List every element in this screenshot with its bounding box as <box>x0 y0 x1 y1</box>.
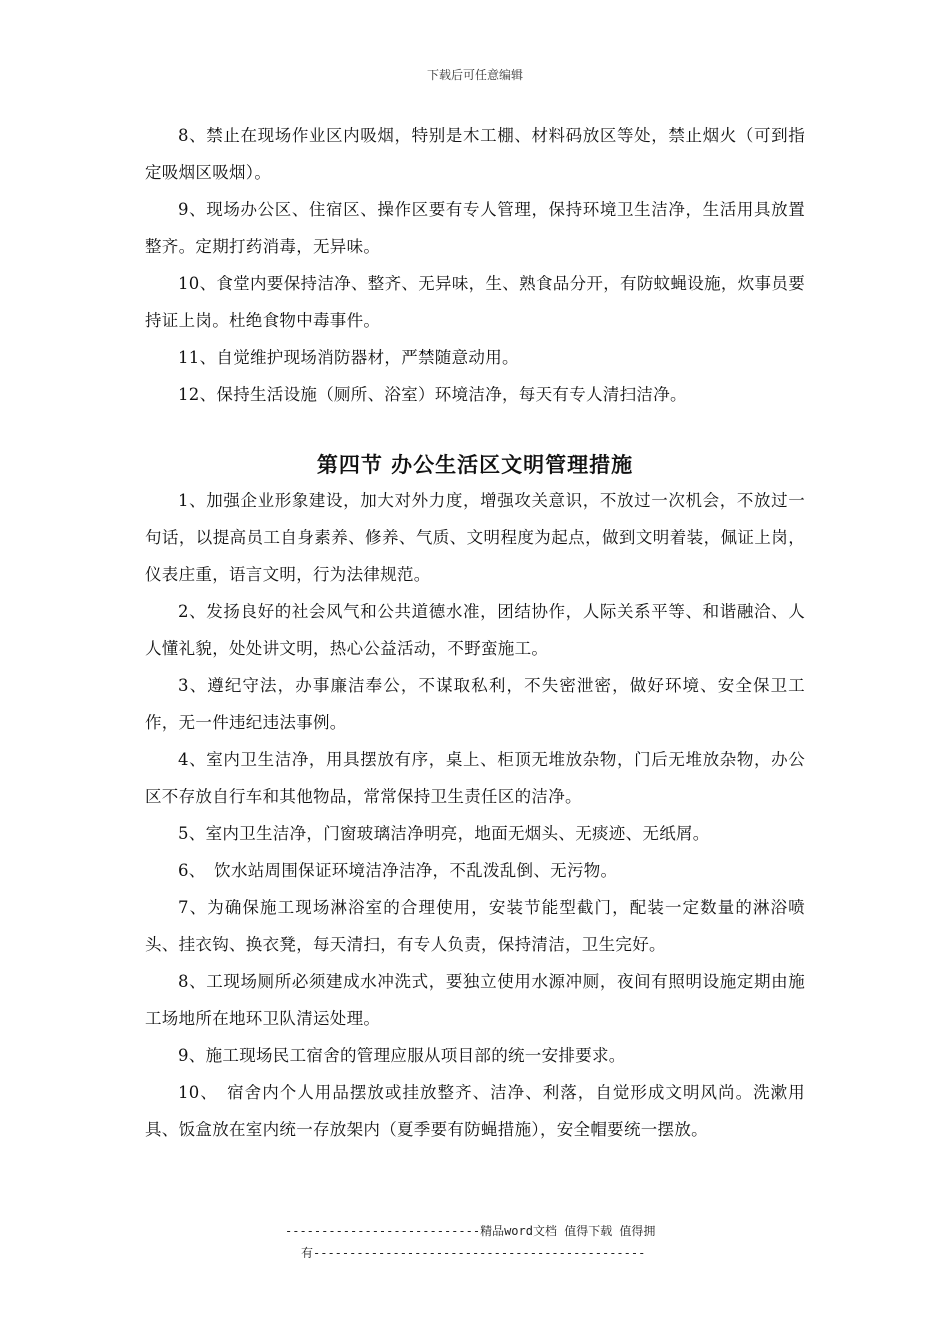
rule-paragraph: 12、保持生活设施（厕所、浴室）环境洁净，每天有专人清扫洁净。 <box>178 385 687 404</box>
rule-paragraph: 10、食堂内要保持洁净、整齐、无异味，生、熟食品分开，有防蚊蝇设施，炊事员要持证上岗。杜绝食物中毒事件。 <box>145 274 805 330</box>
measure-paragraph: 5、室内卫生洁净，门窗玻璃洁净明亮，地面无烟头、无痰迹、无纸屑。 <box>178 824 710 843</box>
footer-note <box>285 1220 715 1264</box>
rule-paragraph: 11、自觉维护现场消防器材，严禁随意动用。 <box>178 348 519 367</box>
rule-paragraph: 8、禁止在现场作业区内吸烟，特别是木工棚、材料码放区等处，禁止烟火（可到指定吸烟区吸烟）。 <box>145 126 805 182</box>
measure-paragraph: 9、施工现场民工宿舍的管理应服从项目部的统一安排要求。 <box>178 1046 626 1065</box>
section-heading: 第四节 办公生活区文明管理措施 <box>316 453 634 477</box>
measure-paragraph: 2、发扬良好的社会风气和公共道德水准，团结协作，人际关系平等、和谐融洽、人人懂礼貌，处处讲文明，热心公益活动，不野蛮施工。 <box>145 602 805 658</box>
footer-line-2: 有---------------------------------------------- <box>301 1246 646 1260</box>
measure-paragraph: 7、为确保施工现场淋浴室的合理使用，安装节能型截门，配装一定数量的淋浴喷头、挂衣钩、换衣凳，每天清扫，有专人负责，保持清洁，卫生完好。 <box>145 898 805 954</box>
measure-paragraph: 3、遵纪守法，办事廉洁奉公，不谋取私利，不失密泄密，做好环境、安全保卫工作，无一件违纪违法事例。 <box>145 676 805 732</box>
measure-paragraph: 1、加强企业形象建设，加大对外力度，增强攻关意识，不放过一次机会，不放过一句话，以提高员工自身素养、修养、气质、文明程度为起点，做到文明着装，佩证上岗，仪表庄重，语言文明，行为法律规范。 <box>145 491 805 584</box>
measure-paragraph: 4、室内卫生洁净，用具摆放有序，桌上、柜顶无堆放杂物，门后无堆放杂物，办公区不存放自行车和其他物品，常常保持卫生责任区的洁净。 <box>145 750 805 806</box>
measure-paragraph: 6、 饮水站周围保证环境洁净洁净，不乱泼乱倒、无污物。 <box>178 861 618 880</box>
rule-paragraph: 9、现场办公区、住宿区、操作区要有专人管理，保持环境卫生洁净，生活用具放置整齐。定期打药消毒，无异味。 <box>145 200 805 256</box>
footer-line-1: ---------------------------精品word文档 值得下载 值得拥 <box>285 1224 656 1238</box>
section-rules-list <box>145 117 805 413</box>
measure-paragraph: 10、 宿舍内个人用品摆放或挂放整齐、洁净、利落，自觉形成文明风尚。洗漱用具、饭盒放在室内统一存放架内（夏季要有防蝇措施），安全帽要统一摆放。 <box>145 1083 805 1139</box>
measure-paragraph: 8、工现场厕所必须建成水冲洗式，要独立使用水源冲厕，夜间有照明设施定期由施工场地所在地环卫队清运处理。 <box>145 972 805 1028</box>
section-office-measures <box>145 482 805 1148</box>
header-note: 下载后可任意编辑 <box>426 68 523 82</box>
